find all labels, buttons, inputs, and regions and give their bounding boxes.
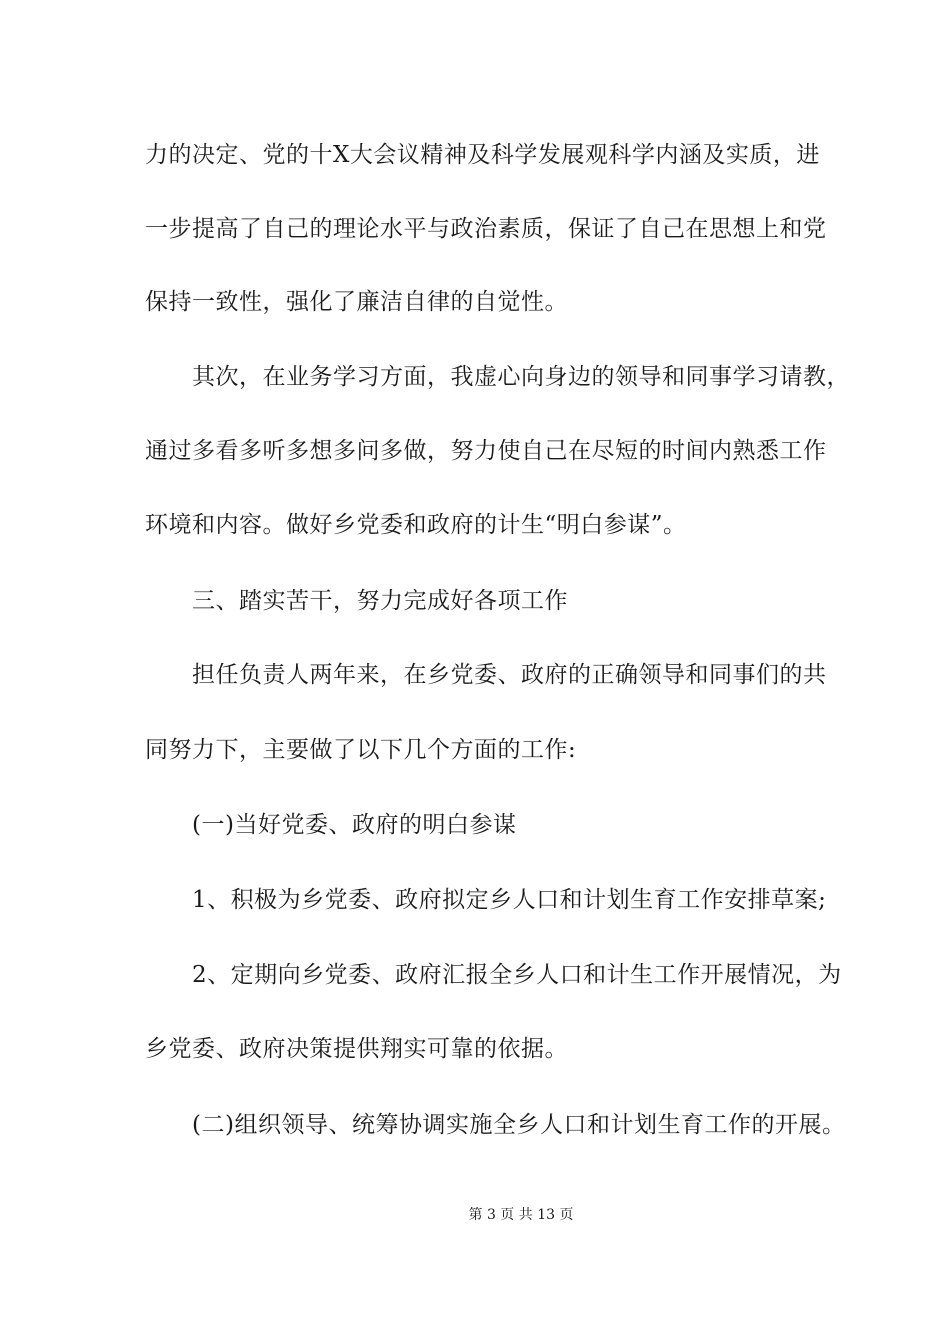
subheading-2: (二)组织领导、统筹协调实施全乡人口和计划生育工作的开展。 bbox=[192, 1112, 846, 1138]
text-line-3: 保持一致性，强化了廉洁自律的自觉性。 bbox=[145, 289, 568, 315]
text-line-9: 同努力下，主要做了以下几个方面的工作: bbox=[145, 737, 577, 763]
subheading-1: (一)当好党委、政府的明白参谋 bbox=[192, 812, 517, 838]
list-item-2-cont: 乡党委、政府决策提供翔实可靠的依据。 bbox=[145, 1036, 568, 1062]
text-line-1: 力的决定、党的十X大会议精神及科学发展观科学内涵及实质，进 bbox=[145, 142, 820, 168]
section-heading: 三、踏实苦干，努力完成好各项工作 bbox=[192, 588, 568, 614]
page-number-footer: 第 3 页 共 13 页 bbox=[468, 1207, 574, 1223]
text-line-2: 一步提高了自己的理论水平与政治素质，保证了自己在思想上和党 bbox=[145, 216, 827, 242]
text-line-5: 通过多看多听多想多问多做，努力使自己在尽短的时间内熟悉工作 bbox=[145, 438, 827, 464]
text-line-8: 担任负责人两年来，在乡党委、政府的正确领导和同事们的共 bbox=[192, 662, 827, 688]
text-line-4: 其次，在业务学习方面，我虚心向身边的领导和同事学习请教， bbox=[192, 364, 850, 390]
list-item-1: 1、积极为乡党委、政府拟定乡人口和计划生育工作安排草案; bbox=[192, 887, 827, 913]
text-line-6: 环境和内容。做好乡党委和政府的计生“明白参谋”。 bbox=[145, 512, 687, 538]
list-item-2: 2、定期向乡党委、政府汇报全乡人口和计生工作开展情况，为 bbox=[192, 962, 842, 988]
